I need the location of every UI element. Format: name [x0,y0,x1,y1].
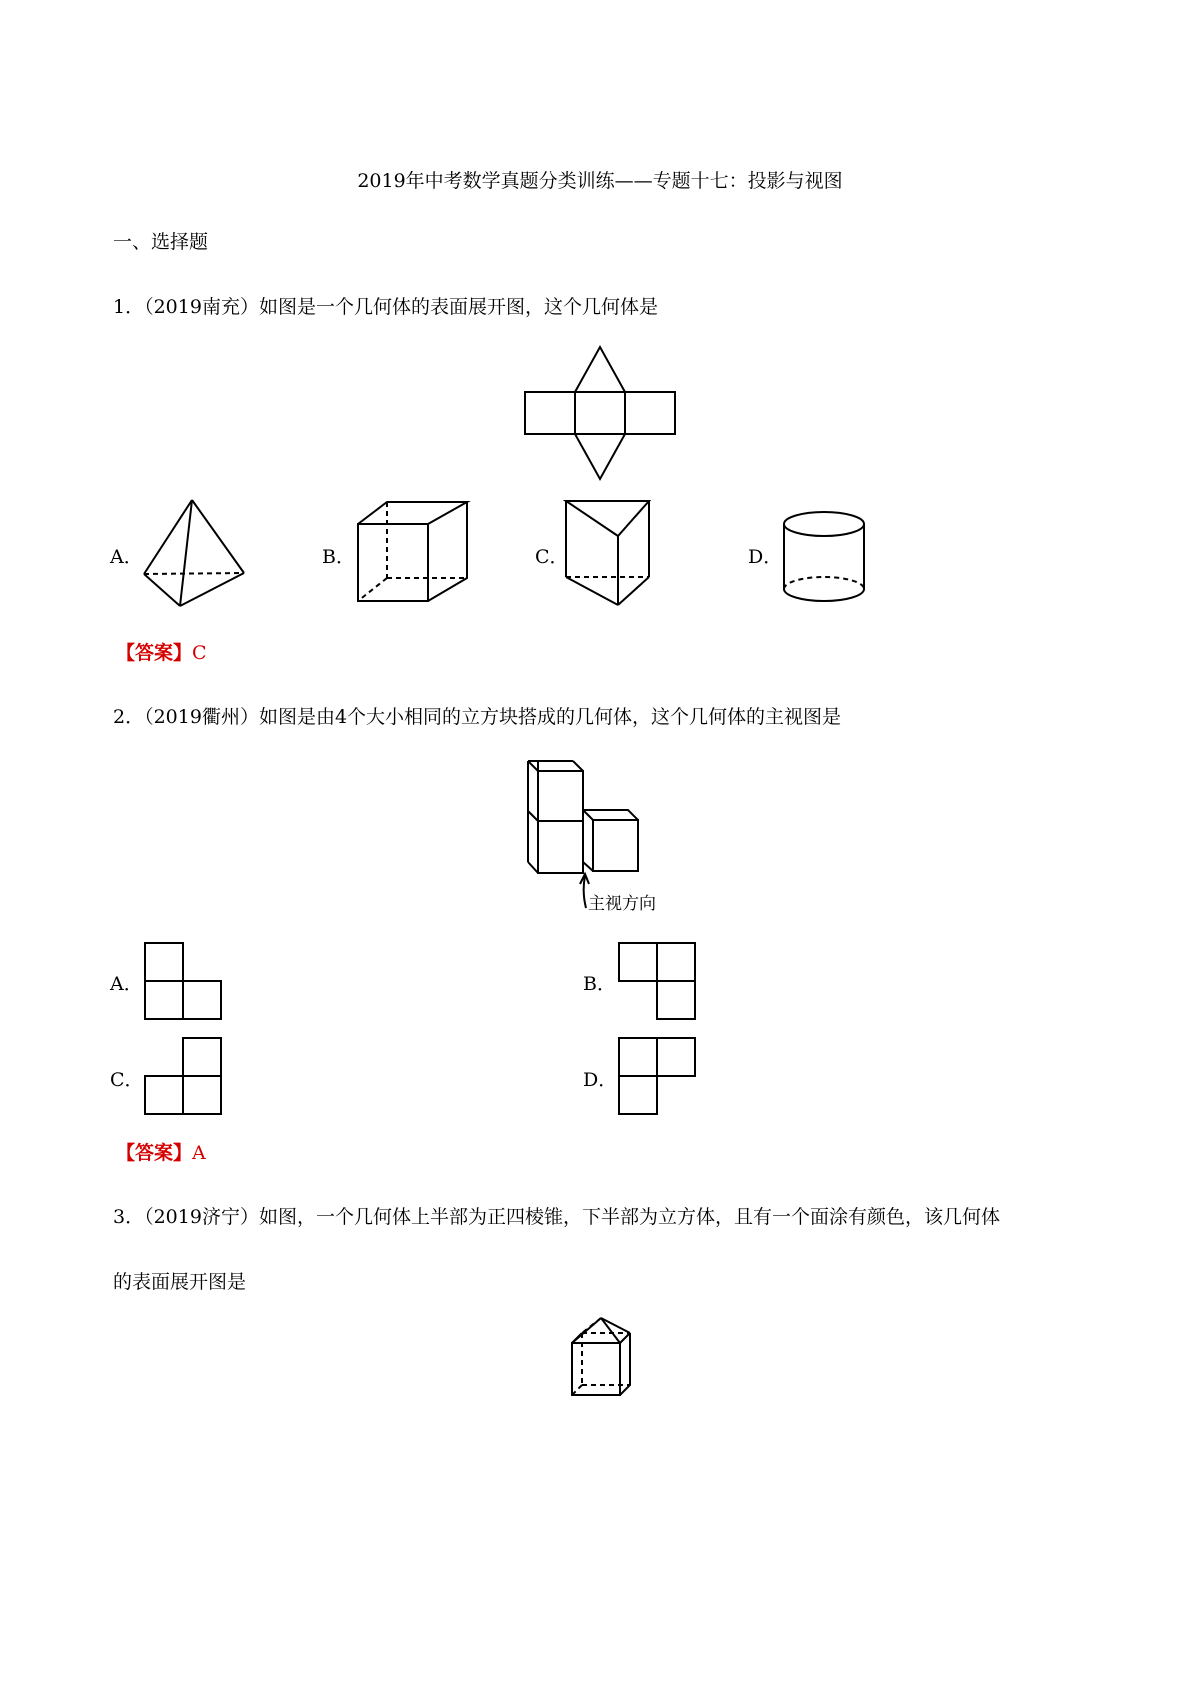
option-label: D． [748,546,783,568]
section-heading: 一、选择题 [113,231,209,253]
cylinder-icon [780,508,870,603]
front-view-option-d [617,1036,699,1116]
option-label: A． [110,546,143,568]
pyramid-on-cube-figure [570,1316,640,1398]
answer-label: 【答案】 [116,642,193,664]
option-label: A． [110,973,143,995]
answer-1 [116,641,207,665]
question-3-continued: 的表面展开图是 [113,1271,247,1293]
question-text: （2019济宁）如图，一个几何体上半部为正四棱锥，下半部为立方体，且有一个面涂有颜色，该几何体 [144,1206,1000,1228]
front-view-option-a [143,941,225,1021]
front-view-option-b [617,941,699,1021]
question-text: （2019南充）如图是一个几何体的表面展开图，这个几何体是 [144,296,658,318]
question-1 [113,295,658,319]
answer-label: 【答案】 [116,1142,193,1164]
question-number: 1． [113,296,145,318]
answer-value: C [192,642,207,664]
question-text: （2019衢州）如图是由4个大小相同的立方块搭成的几何体，这个几何体的主视图是 [144,706,842,728]
cube-icon [350,500,475,605]
tetrahedron-icon [140,498,250,608]
question-3 [113,1205,1000,1229]
triangular-prism-net-figure [520,345,685,480]
question-2 [113,705,841,729]
front-view-option-c [143,1036,225,1116]
answer-2 [116,1141,206,1165]
option-label: C． [535,546,569,568]
document-title: 2019年中考数学真题分类训练——专题十七：投影与视图 [357,170,843,192]
question-number: 3． [113,1206,145,1228]
option-label: B． [583,973,616,995]
question-number: 2． [113,706,145,728]
option-label: C． [110,1069,144,1091]
option-label: D． [583,1069,618,1091]
front-view-direction-label: 主视方向 [588,894,656,914]
option-label: B． [322,546,355,568]
triangular-prism-icon [562,498,652,608]
answer-value: A [192,1142,206,1164]
